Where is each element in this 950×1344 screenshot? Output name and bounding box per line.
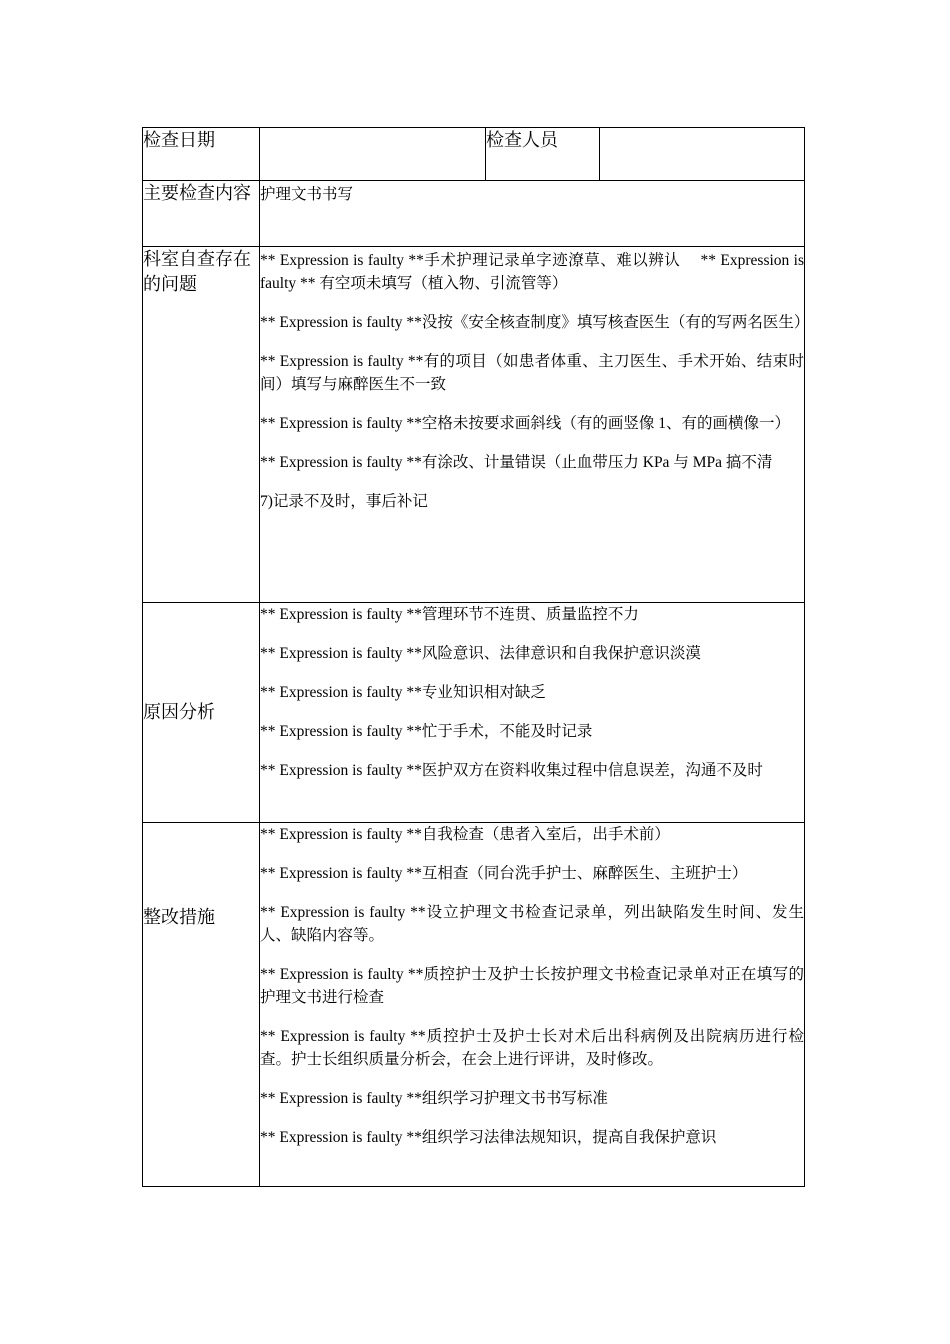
inspector-value (600, 128, 805, 181)
measure-item: ** Expression is faulty **组织学习法律法规知识，提高自我保护意识 (260, 1129, 717, 1146)
issue-item: ** Expression is faulty **手术护理记录单字迹潦草、难以辨认 ** Expression is faulty ** 有空项未填写（植入物、引流管等） (260, 252, 804, 292)
measure-item: ** Expression is faulty **质控护士及护士长按护理文书检查记录单对正在填写的护理文书进行检查 (260, 966, 804, 1006)
date-label: 检查日期 (143, 128, 260, 181)
row-causes (143, 603, 805, 823)
measure-item: ** Expression is faulty **质控护士及护士长对术后出科病例及出院病历进行检查。护士长组织质量分析会，在会上进行评讲，及时修改。 (260, 1028, 804, 1068)
issue-item: ** Expression is faulty **没按《安全核查制度》填写核查医生（有的写两名医生） (260, 314, 810, 331)
date-value (260, 128, 486, 181)
issue-item: 7)记录不及时，事后补记 (260, 493, 428, 510)
issues-label: 科室自查存在的问题 (143, 247, 260, 603)
measure-item: ** Expression is faulty **设立护理文书检查记录单，列出缺陷发生时间、发生人、缺陷内容等。 (260, 904, 804, 944)
cause-item: ** Expression is faulty **忙于手术，不能及时记录 (260, 723, 593, 740)
cause-label: 原因分析 (143, 603, 260, 823)
row-measures (143, 823, 805, 1187)
row-main-content (143, 181, 805, 247)
measures-cell (260, 823, 805, 1187)
issues-cell (260, 247, 810, 603)
measure-item: ** Expression is faulty **自我检查（患者入室后，出手术前） (260, 826, 670, 843)
cause-item: ** Expression is faulty **医护双方在资料收集过程中信息误差，沟通不及时 (260, 762, 763, 779)
content-label: 主要检查内容 (143, 181, 260, 247)
cause-item: ** Expression is faulty **专业知识相对缺乏 (260, 684, 546, 701)
issue-item: ** Expression is faulty **有涂改、计量错误（止血带压力 KPa 与 MPa 搞不清 (260, 454, 773, 471)
row-date-inspector (143, 128, 805, 181)
row-issues (143, 247, 805, 603)
measures-label: 整改措施 (143, 823, 260, 1187)
measure-item: ** Expression is faulty **组织学习护理文书书写标准 (260, 1090, 608, 1107)
cause-item: ** Expression is faulty **管理环节不连贯、质量监控不力 (260, 606, 639, 623)
issue-item: ** Expression is faulty **空格未按要求画斜线（有的画竖像 1、有的画横像一） (260, 415, 790, 432)
inspector-label: 检查人员 (486, 128, 600, 181)
causes-cell (260, 603, 805, 823)
measure-item: ** Expression is faulty **互相查（同台洗手护士、麻醉医生、主班护士） (260, 865, 748, 882)
issue-item: ** Expression is faulty **有的项目（如患者体重、主刀医生、手术开始、结束时间）填写与麻醉医生不一致 (260, 353, 804, 393)
content-value: 护理文书书写 (260, 181, 805, 247)
cause-item: ** Expression is faulty **风险意识、法律意识和自我保护意识淡漠 (260, 645, 701, 662)
inspection-form-table (142, 127, 810, 1187)
